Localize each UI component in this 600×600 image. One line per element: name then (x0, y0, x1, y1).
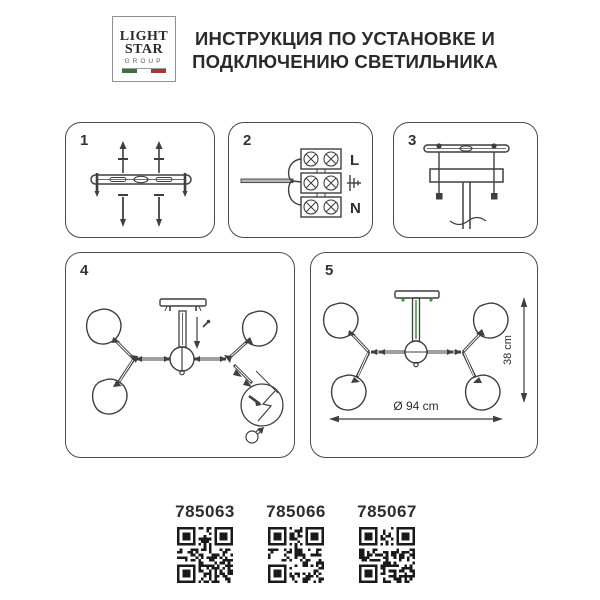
product-codes-row (166, 502, 426, 583)
title-line1: ИНСТРУКЦИЯ ПО УСТАНОВКЕ И (195, 28, 495, 49)
step5-number: 5 (325, 262, 334, 279)
qr-code (359, 527, 415, 583)
step5-panel (310, 252, 538, 458)
glass-shade (474, 303, 508, 338)
mounting-bracket-diagram (66, 123, 216, 239)
canopy-mount-diagram (394, 123, 539, 239)
page-title (192, 27, 498, 73)
step3-number: 3 (408, 132, 417, 149)
glass-shade (332, 375, 366, 410)
glass-shade (87, 309, 121, 344)
italian-flag-stripe (122, 68, 166, 73)
glass-shade (324, 303, 358, 338)
product-item (166, 502, 244, 583)
step2-panel (228, 122, 373, 238)
terminal-block-diagram (229, 123, 374, 239)
step4-panel (65, 252, 295, 458)
screw-icon (203, 320, 210, 327)
height-label: 38 cm (502, 335, 514, 365)
step1-number: 1 (80, 132, 89, 149)
step1-panel (65, 122, 215, 238)
step4-number: 4 (80, 262, 89, 279)
chandelier-assembly-diagram (66, 253, 296, 459)
glass-shade (466, 375, 500, 410)
qr-code (177, 527, 233, 583)
lightstar-logo (112, 16, 176, 82)
glass-shade (93, 379, 127, 414)
product-item (348, 502, 426, 583)
product-item (257, 502, 335, 583)
shade-detail-cutaway (241, 384, 283, 426)
glass-shade (243, 311, 277, 346)
width-dimension (329, 399, 503, 422)
terminal-blocks (301, 149, 341, 217)
bulb-icon (246, 427, 264, 443)
chandelier-dimensions-diagram (311, 253, 539, 459)
width-label: Ø 94 cm (393, 399, 439, 413)
earth-icon (347, 175, 361, 191)
step3-panel (393, 122, 538, 238)
logo-line3: GROUP (124, 57, 164, 65)
product-code: 785067 (357, 502, 417, 521)
step2-number: 2 (243, 132, 252, 149)
logo-line1: LIGHT (119, 28, 169, 44)
product-code: 785066 (266, 502, 326, 521)
title-line2: ПОДКЛЮЧЕНИЮ СВЕТИЛЬНИКА (192, 51, 498, 72)
live-label: L (350, 152, 360, 169)
qr-code (268, 527, 324, 583)
neutral-label: N (350, 200, 361, 217)
logo-line2: STAR (124, 41, 164, 57)
product-code: 785063 (175, 502, 235, 521)
